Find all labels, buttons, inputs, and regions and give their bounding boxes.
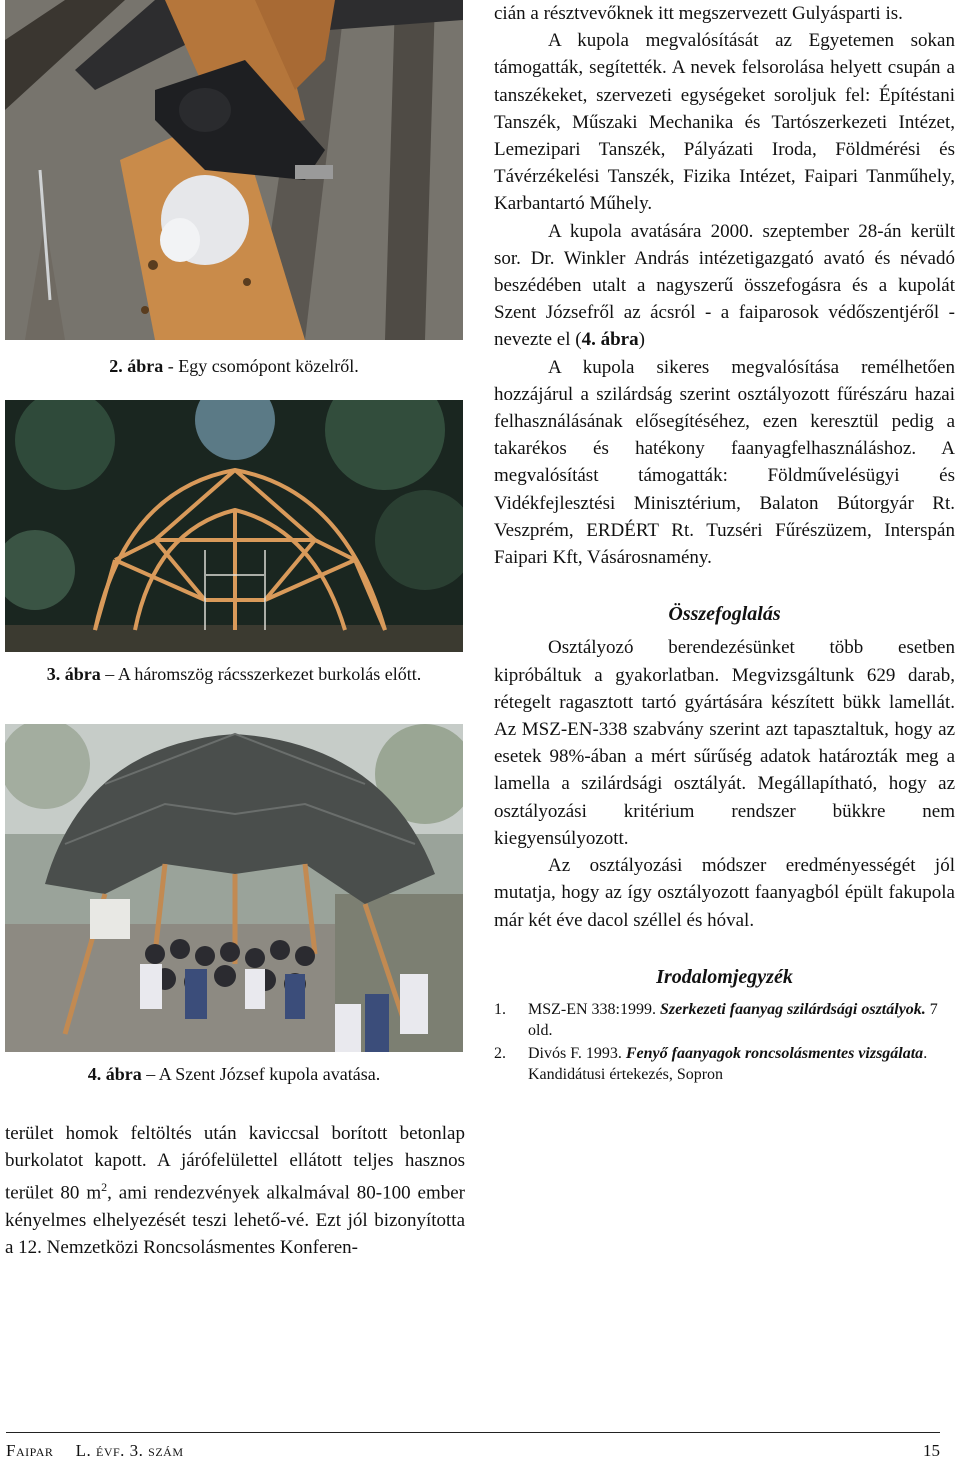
figure-4-caption: 4. ábra – A Szent József kupola avatása. [87, 1064, 381, 1084]
paragraph-3: A kupola avatására 2000. szeptember 28-án került sor. Dr. Winkler András intézetigazgató avató és névadó beszédében utalt a nagyszerű összefogásra és a kupolát Szent Józsefről az ácsról - a faiparosok védőszentjéről - nevezte el (4. ábra) [494, 220, 955, 351]
left-column [5, 1120, 465, 1261]
volume-info: L. évf. 3. szám [75, 1441, 184, 1460]
figure-2-text: Egy csomópont közelről. [178, 356, 359, 376]
figure-2-number: 2. ábra [109, 356, 164, 376]
references-heading: Irodalomjegyzék [656, 965, 793, 988]
figure-4-photo [5, 724, 463, 1052]
figure-4-number: 4. ábra [87, 1064, 142, 1084]
reference-item: 1. MSZ-EN 338:1999. Szerkezeti faanyag szilárdsági osztályok. 7 old. [494, 1000, 938, 1039]
figure-3-caption: 3. ábra – A háromszög rácsszerkezet burkolás előtt. [46, 664, 422, 684]
superscript: 2 [101, 1180, 108, 1195]
figure-3-photo [5, 400, 463, 652]
figure-3-number: 3. ábra [46, 664, 101, 684]
left-paragraph: terület homok feltöltés után kaviccsal borított betonlap burkolatot kapott. A járófelülettel ellátott teljes hasznos terület 80 $m^2$, ami rendezvények alkalmával 80-100 ember kényelmes elhelyezését teszi lehető-vé. Ezt jól bizonyította a 12. Nemzetközi Roncsolásmentes Konferen- [5, 1123, 465, 1259]
figure-4-text: A Szent József kupola avatása. [158, 1064, 381, 1084]
references-list [494, 999, 955, 1085]
right-column [494, 0, 955, 1085]
reference-item: 2. Divós F. 1993. Fenyő faanyagok roncsolásmentes vizsgálata. Kandidátusi értekezés, Sopron [494, 1044, 928, 1083]
paragraph-1: cián a résztvevőknek itt megszervezett Gulyásparti is. [494, 3, 903, 24]
figure-3-text: A háromszög rácsszerkezet burkolás előtt. [117, 664, 422, 684]
page-number: 15 [923, 1441, 940, 1460]
paragraph-4: A kupola sikeres megvalósítása remélhetően hozzájárul a szilárdság szerint osztályozott fűrészáru hazai felhasználásának elősegítéséhez, ezen keresztül pedig a takarékos és hatékony faanyagfelhasználáshoz. A megvalósítást támogatták: Földművelésügyi és Vidékfejlesztési Minisztérium, Balaton Bútorgyár Rt. Veszprém, ERDÉRT Rt. Tuzséri Fűrészüzem, Interspán Faipari Kft, Vásárosnamény. [494, 356, 955, 569]
figure-2-photo [5, 0, 463, 340]
paragraph-2: A kupola megvalósítását az Egyetemen sokan támogatták, segítették. A nevek felsorolása helyett csupán a tanszékeket, szervezeti egységeket soroljuk fel: Építéstani Tanszék, Műszaki Mechanika és Tartószerkezeti Intézet, Lemezipari Tanszék, Pályázati Iroda, Földmérési és Távérzékelési Tanszék, Fizika Intézet, Faipari Tanműhely, Karbantartó Műhely. [494, 30, 955, 215]
summary-paragraph-2: Az osztályozási módszer eredményességét jól mutatja, hogy az így osztályozott faanyagból épült fakupola már két éve dacol széllel és hóval. [494, 855, 955, 931]
page-footer [6, 1432, 940, 1463]
figure-4-reference: 4. ábra [581, 329, 639, 351]
journal-name: Faipar [6, 1441, 54, 1460]
summary-paragraph-1: Osztályozó berendezésünket több esetben kipróbáltuk a gyakorlatban. Megvizsgáltunk 629 darab, rétegelt ragasztott tartó gyártására készített bükk lamellát. Az MSZ-EN-338 szabvány szerint azt tapasztaltuk, hogy az esetek 98%-ában a mért sűrűség adatok határozták meg a lamella a szilárdsági osztályát. Megállapítható, hogy az osztályozási kritérium rendszer bükkre nem kiegyensúlyozott. [494, 637, 955, 849]
figure-2-caption: 2. ábra - Egy csomópont közelről. [109, 356, 359, 376]
summary-heading: Összefoglalás [668, 603, 781, 626]
